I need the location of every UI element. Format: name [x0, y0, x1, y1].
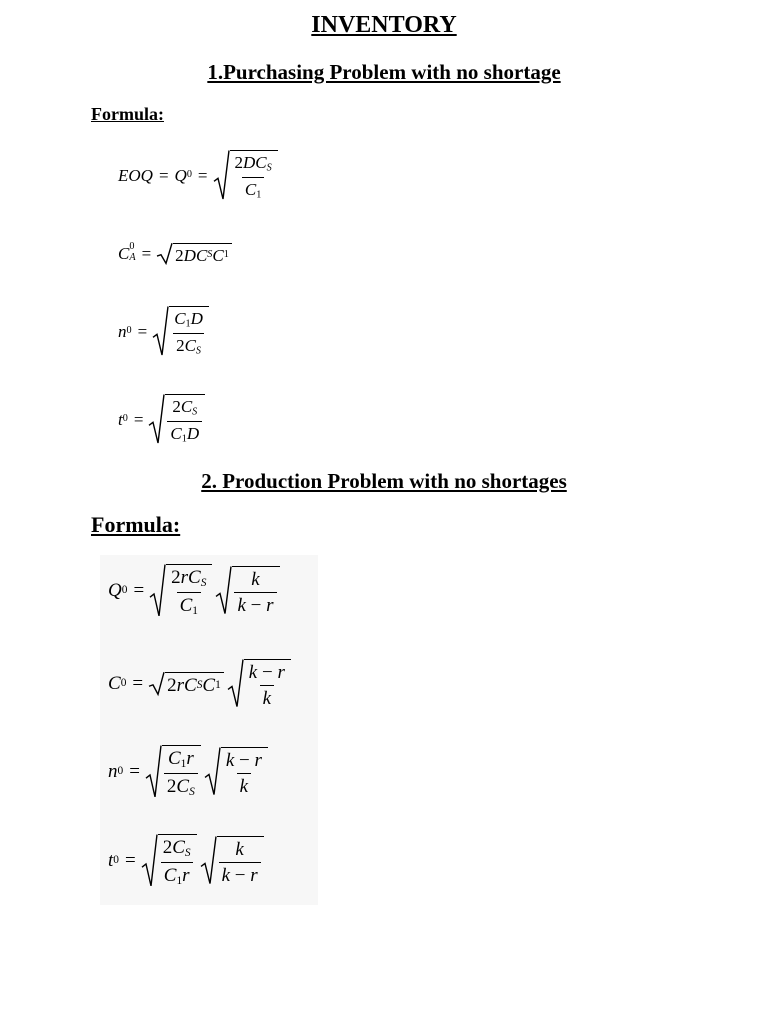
formula-t0: t 0 = $\frac{2C_S}{C_1D}$	[118, 394, 205, 445]
section-1-heading: 1.Purchasing Problem with no shortage	[207, 60, 561, 84]
formula-production-n0: n 0 = $\frac{C_1r}{2C_S}$ $\frac{k - r}{k}$	[108, 745, 268, 799]
formula-eoq: EOQ = Q 0 = $\frac{2DC_S}{C_1}$	[118, 150, 278, 201]
section-2-formula-label: Formula:	[91, 512, 181, 537]
formula-production-t0: t 0 = $\frac{2C_S}{C_1r}$ $\frac{k}{k - r}$	[108, 834, 264, 888]
page-title: INVENTORY	[311, 12, 457, 38]
formula-n0: n 0 = $\frac{C_1D}{2C_S}$	[118, 306, 209, 357]
formula-production-q0: Q 0 = $\frac{2rC_S}{C_1}$ $\frac{k}{k - r}$	[108, 564, 280, 618]
section-2-heading: 2. Production Problem with no shortages	[201, 469, 567, 493]
formula-ca0: C 0 A = 2 DC S C 1	[118, 243, 232, 264]
formula-production-c0: C 0 = 2 rC S C 1 $\frac{k - r}{k}$	[108, 659, 291, 708]
section-1-formula-label: Formula:	[91, 104, 164, 124]
